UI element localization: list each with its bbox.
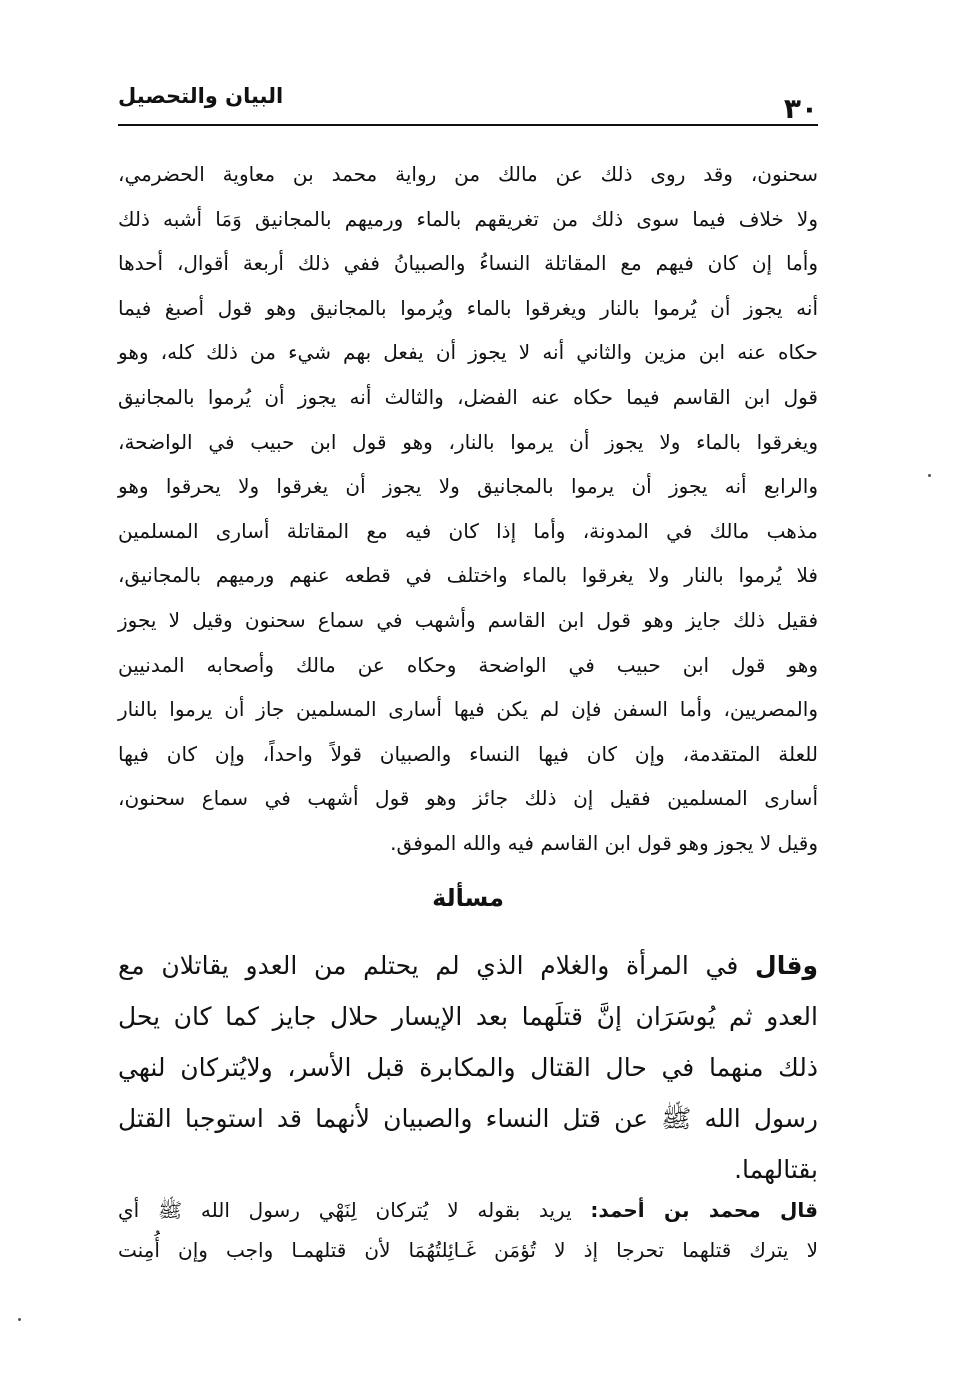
running-title: البيان والتحصيل — [118, 84, 284, 108]
text-line: وقيل لا يجوز وهو قول ابن القاسم فيه والله الموفق. — [390, 830, 818, 855]
scan-speck — [928, 474, 931, 477]
text-line: بقتالهما. — [734, 1155, 818, 1184]
text-line: فلا يُرموا بالنار ولا يغرقوا بالماء واختلف في قطعه عنهم ورميهم بالمجانيق، — [118, 563, 818, 588]
text-line: ذلك منهما في حال القتال والمكابرة قبل الأسر، ولايُتركان لنهي — [118, 1053, 818, 1082]
text-line — [118, 940, 818, 991]
text-line: ولا خلاف فيما سوى ذلك من تغريقهم بالماء ورميهم بالمجانيق وَمَا أشبه ذلك — [118, 206, 818, 231]
paragraph-lead: وقال — [755, 951, 818, 980]
page-number: ٣٠ — [783, 92, 818, 125]
text-line: حكاه عنه ابن مزين والثاني أنه لا يجوز أن يفعل بهم شيء من ذلك كله، وهو — [118, 340, 818, 365]
text-line: ويغرقوا بالماء ولا يجوز أن يرموا بالنار، وهو قول ابن حبيب في الواضحة، — [118, 429, 818, 454]
line-rest: في المرأة والغلام الذي لم يحتلم من العدو يقاتلان مع — [118, 951, 755, 980]
text-line: أنه يجوز أن يُرموا بالنار ويغرقوا بالماء ويُرموا بالمجانيق وهو قول أصبغ فيما — [118, 295, 818, 320]
line-rest: يريد بقوله لا يُتركان لِنَهْي رسول الله ﷺ أي — [118, 1198, 591, 1222]
scan-speck — [18, 1318, 21, 1321]
text-line: رسول الله ﷺ عن قتل النساء والصبيان لأنهما قد استوجبا القتل — [118, 1104, 818, 1133]
section-title: مسألة — [432, 884, 504, 912]
text-line: وهو قول ابن حبيب في الواضحة وحكاه عن مالك وأصحابه المدنيين — [118, 652, 818, 677]
text-line: مذهب مالك في المدونة، وأما إذا كان فيه مع المقاتلة أسارى المسلمين — [118, 518, 818, 543]
text-line: والرابع أنه يجوز أن يرموا بالمجانيق ولا يجوز أن يغرقوا ولا يحرقوا وهو — [118, 474, 818, 499]
text-line: والمصريين، وأما السفن فإن لم يكن فيها أسارى المسلمين جاز أن يرموا بالنار — [118, 697, 818, 722]
text-line: لا يترك قتلهما تحرجا إذ لا تُؤمَن غَـائِلتُهُمَا لأن قتلهمـا واجب وإن أُمِنت — [118, 1238, 818, 1262]
paragraph-lead: قال محمد بن أحمد: — [590, 1198, 818, 1222]
page-header — [118, 78, 818, 126]
text-line: قول ابن القاسم فيما حكاه عنه الفضل، والثالث أنه يجوز أن يُرموا بالمجانيق — [118, 384, 818, 409]
text-line: فقيل ذلك جايز وهو قول ابن القاسم وأشهب في سماع سحنون وقيل لا يجوز — [118, 607, 818, 632]
paragraph-2 — [118, 940, 818, 1195]
text-line: أسارى المسلمين فقيل إن ذلك جائز وهو قول أشهب في سماع سحنون، — [118, 786, 818, 811]
text-line — [118, 1190, 818, 1230]
paragraph-3 — [118, 1190, 818, 1270]
text-line: وأما إن كان فيهم مع المقاتلة النساءُ والصبيانُ ففي ذلك أربعة أقوال، أحدها — [118, 251, 818, 276]
text-line: العدو ثم يُوسَرَان إنَّ قتلَهما بعد الإيسار حلال جايز كما كان يحل — [118, 1002, 818, 1031]
text-line: سحنون، وقد روى ذلك عن مالك من رواية محمد بن معاوية الحضرمي، — [118, 162, 818, 186]
text-line: للعلة المتقدمة، وإن كان فيها النساء والصبيان قولاً واحداً، وإن كان فيها — [118, 741, 818, 766]
paragraph-1 — [118, 152, 818, 866]
